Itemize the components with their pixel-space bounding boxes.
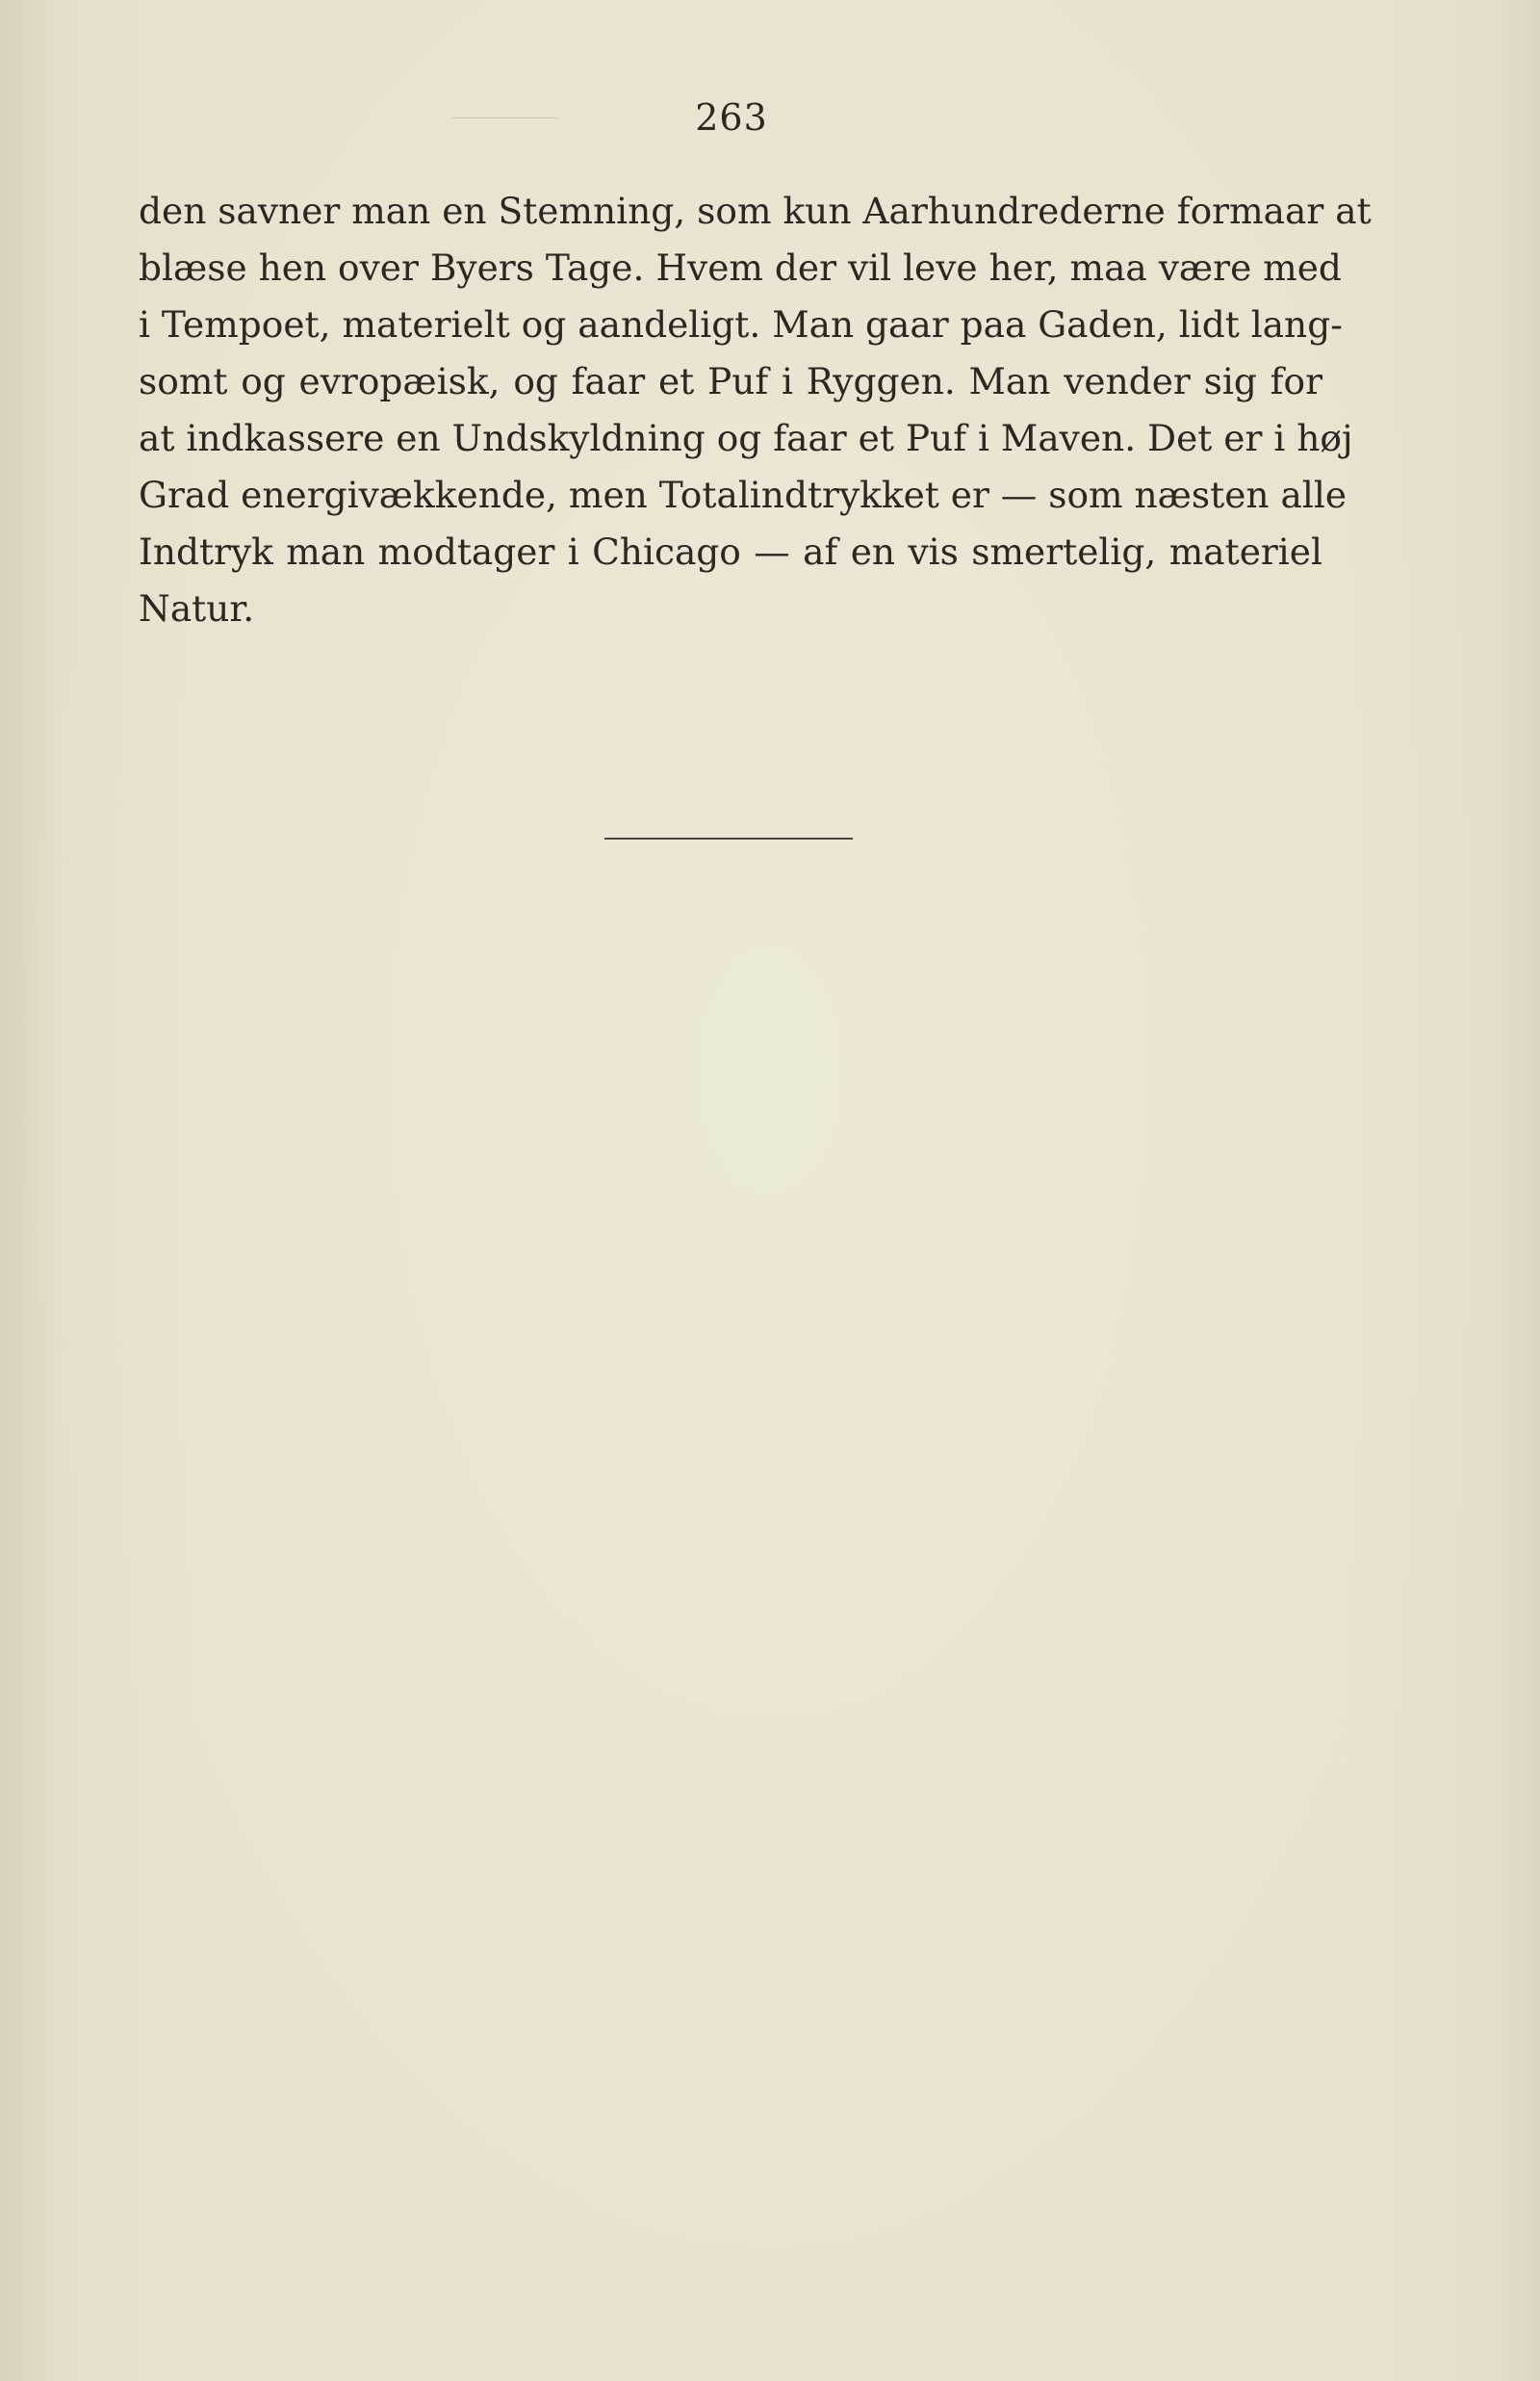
text-line: den savner man en Stemning, som kun Aarhundrederne formaar at — [139, 190, 1372, 232]
section-end-rule — [604, 838, 853, 840]
text-line: somt og evropæisk, og faar et Puf i Ryggen. Man vender sig for — [139, 360, 1322, 402]
text-line: at indkassere en Undskyldning og faar et Puf i Maven. Det er i høj — [139, 417, 1353, 459]
text-line: Indtryk man modtager i Chicago — af en vis smertelig, materiel — [139, 531, 1322, 573]
text-line: Natur. — [139, 587, 255, 630]
text-line: blæse hen over Byers Tage. Hvem der vil leve her, maa være med — [139, 246, 1342, 289]
text-line: i Tempoet, materielt og aandeligt. Man gaar paa Gaden, lidt lang- — [139, 303, 1343, 346]
body-paragraph — [139, 183, 1372, 637]
text-line: Grad energivækkende, men Totalindtrykket er — som næsten alle — [139, 474, 1348, 516]
page-number: 263 — [695, 96, 768, 139]
